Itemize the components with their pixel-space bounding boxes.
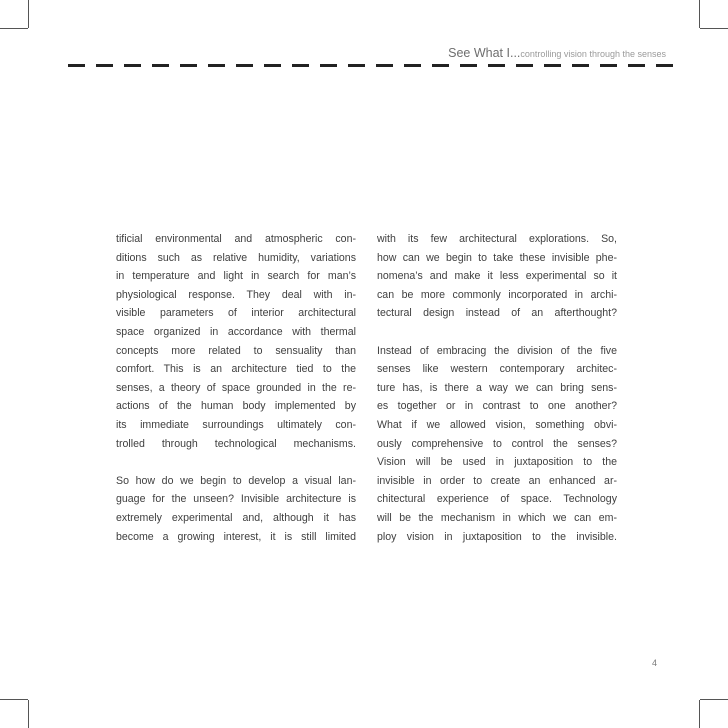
text-line: Vision will be used in juxtaposition to the: [377, 456, 617, 469]
text-line: senses like western contemporary architec-: [377, 363, 617, 376]
text-line: nomena’s and make it less experimental so it: [377, 270, 617, 283]
text-line: ditions such as relative humidity, variations: [116, 251, 356, 264]
text-line: tectural design instead of an afterthought?: [377, 307, 617, 320]
crop-mark-top-right-vertical: [699, 0, 700, 28]
crop-mark-bottom-left-horizontal: [0, 699, 28, 700]
text-line: visible parameters of interior architectural: [116, 307, 356, 320]
text-line: will be the mechanism in which we can em-: [377, 511, 617, 524]
text-line: Instead of embracing the division of the five: [377, 344, 617, 357]
text-line: extremely experimental and, although it has: [116, 511, 356, 524]
text-line: how can we begin to take these invisible phe-: [377, 251, 617, 264]
text-line: So how do we begin to develop a visual lan-: [116, 474, 356, 487]
text-line: senses, a theory of space grounded in the re-: [116, 381, 356, 394]
crop-mark-bottom-left-vertical: [28, 700, 29, 728]
header-title: See What I...: [448, 46, 521, 60]
crop-mark-bottom-right-vertical: [699, 700, 700, 728]
crop-mark-bottom-right-horizontal: [700, 699, 728, 700]
text-line: comfort. This is an architecture tied to the: [116, 363, 356, 376]
text-line: its immediate surroundings ultimately con-: [116, 418, 356, 431]
text-line: tificial environmental and atmospheric con-: [116, 233, 356, 245]
text-line: ploy vision in juxtaposition to the invisible.: [377, 530, 617, 543]
text-line: physiological response. They deal with in-: [116, 288, 356, 301]
left-text-column: [116, 230, 356, 546]
text-line: guage for the unseen? Invisible architecture is: [116, 493, 356, 506]
crop-mark-top-right-horizontal: [700, 28, 728, 29]
text-line: concepts more related to sensuality than: [116, 344, 356, 357]
crop-mark-top-left-horizontal: [0, 28, 28, 29]
text-line: space organized in accordance with thermal: [116, 325, 356, 338]
text-line: [116, 453, 356, 472]
text-line: es together or in contrast to one another?: [377, 400, 617, 413]
text-line: can be more commonly incorporated in archi-: [377, 288, 617, 301]
text-line: What if we allowed vision, something obvi-: [377, 418, 617, 431]
text-line: ture has, is there a way we can bring sens-: [377, 381, 617, 394]
text-line: become a growing interest, it is still limited: [116, 530, 356, 543]
text-line: in temperature and light in search for man’s: [116, 270, 356, 283]
text-line: invisible in order to create an enhanced ar-: [377, 474, 617, 487]
running-header: [448, 44, 666, 62]
header-subtitle: controlling vision through the senses: [520, 49, 666, 59]
page-number: 4: [652, 658, 658, 668]
text-line: with its few architectural explorations. So,: [377, 233, 617, 245]
dashed-header-rule: [68, 64, 676, 67]
text-line: trolled through technological mechanisms.: [116, 437, 356, 450]
text-line: [377, 323, 617, 342]
crop-mark-top-left-vertical: [28, 0, 29, 28]
text-line: actions of the human body implemented by: [116, 400, 356, 413]
right-text-column: [377, 230, 617, 546]
text-line: ously comprehensive to control the senses?: [377, 437, 617, 450]
text-line: chitectural experience of space. Technology: [377, 493, 617, 506]
